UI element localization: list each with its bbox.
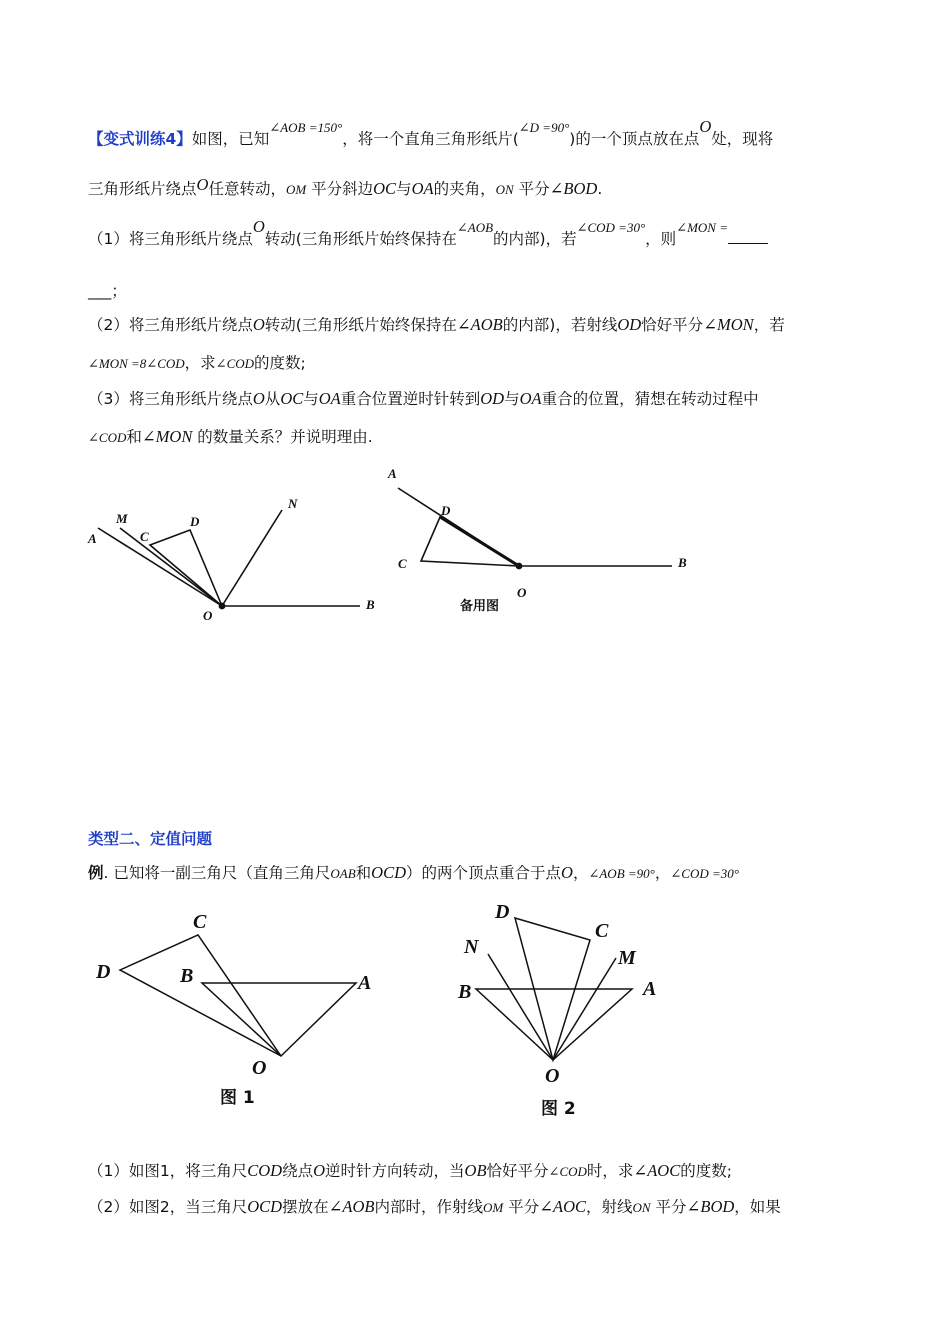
variant4-q1: （1）将三角形纸片绕点O转动(三角形纸片始终保持在$^{\angle AOB}$的内部)，若$^{\angle COD =30^\circ}$，则$^{\angle MON =}$: [88, 228, 768, 251]
label-d2: D: [441, 503, 451, 518]
label-b: B: [366, 597, 375, 612]
ray-om: [120, 528, 222, 606]
ray-on: [222, 510, 282, 606]
variant4-line2: 三角形纸片绕点O任意转动，OM 平分斜边OC与OA的夹角，ON 平分∠BOD.: [88, 175, 603, 198]
fig1-triangle-ocd: [120, 935, 281, 1056]
fig1-label-a: A: [358, 972, 372, 994]
label-c: C: [140, 529, 149, 544]
fig2-caption: 图 2: [541, 1099, 576, 1119]
label-m: M: [116, 511, 128, 526]
fig1-label-o: O: [252, 1057, 267, 1079]
fig1-label-d: D: [96, 961, 111, 983]
fig1-label-c: C: [193, 911, 207, 933]
fig2-label-b: B: [458, 981, 472, 1003]
label-n: N: [288, 496, 298, 511]
fig2-triangle-oab: [476, 989, 632, 1060]
fig2-label-d: D: [495, 901, 510, 923]
type2-example: 例. 已知将一副三角尺（直角三角尺OAB和OCD）的两个顶点重合于点O，∠AOB =90°，∠COD =30°: [88, 863, 739, 882]
fig2-label-m: M: [618, 947, 636, 969]
variant4-q2: （2）将三角形纸片绕点O转动(三角形纸片始终保持在∠AOB的内部)，若射线OD恰好平分∠MON，若: [88, 315, 785, 334]
figure-2: [476, 918, 632, 1060]
variant4-q3b: ∠COD和∠MON 的数量关系？并说明理由.: [88, 427, 373, 446]
fig1-label-b: B: [180, 965, 194, 987]
fig2-label-o: O: [545, 1065, 560, 1087]
angle-aob-150: ∠AOB =150°: [269, 120, 343, 135]
variant4-q2b: ∠MON =8∠COD，求∠COD的度数;: [88, 354, 306, 372]
ray-oa: [98, 528, 222, 606]
fig1-triangle-oab: [202, 983, 356, 1056]
fig2-label-n: N: [464, 936, 479, 958]
label-o: O: [203, 608, 213, 623]
variant4-q3: （3）将三角形纸片绕点O从OC与OA重合位置逆时针转到OD与OA重合的位置，猜想在转动过程中: [88, 389, 759, 408]
type2-heading: 类型二、定值问题: [88, 830, 213, 848]
side-od-bold: [440, 517, 519, 566]
label-o2: O: [517, 585, 527, 600]
example-q1: （1）如图1，将三角尺COD绕点O逆时针方向转动，当OB恰好平分∠COD时，求∠AOC的度数;: [88, 1161, 732, 1180]
example-q2: （2）如图2，当三角尺OCD摆放在∠AOB内部时，作射线OM 平分∠AOC，射线ON 平分∠BOD，如果: [88, 1197, 781, 1216]
angle-d-90: ∠D =90°: [518, 120, 570, 135]
variant4-line1: 【变式训练4】如图，已知$^{\angle AOB =150^\circ}$，将一个直角三角形纸片($^{\angle D =90^\circ}$)的一个顶点放在点O处，现将: [88, 117, 774, 148]
label-d: D: [190, 514, 200, 529]
figure-1: [120, 935, 356, 1056]
point-o-dot: [219, 603, 224, 608]
backup-caption: 备用图: [460, 599, 500, 614]
label-a2: A: [388, 466, 397, 481]
label-b2: B: [678, 555, 687, 570]
figure-left: [98, 510, 360, 609]
example-label: 例: [88, 864, 104, 882]
fig2-label-c: C: [595, 920, 609, 942]
figure-right: [398, 488, 672, 569]
triangle-ocd2: [421, 517, 519, 566]
fig2-label-a: A: [643, 978, 657, 1000]
fig2-ray-om: [553, 958, 616, 1060]
fig1-caption: 图 1: [220, 1088, 255, 1108]
variant4-q1-tail: ___；: [88, 282, 127, 300]
variant4-tag: 【变式训练4】: [88, 130, 192, 148]
label-a: A: [88, 531, 97, 546]
fig2-ray-on: [488, 954, 553, 1060]
point-o2-dot: [516, 563, 521, 568]
label-c2: C: [398, 556, 407, 571]
